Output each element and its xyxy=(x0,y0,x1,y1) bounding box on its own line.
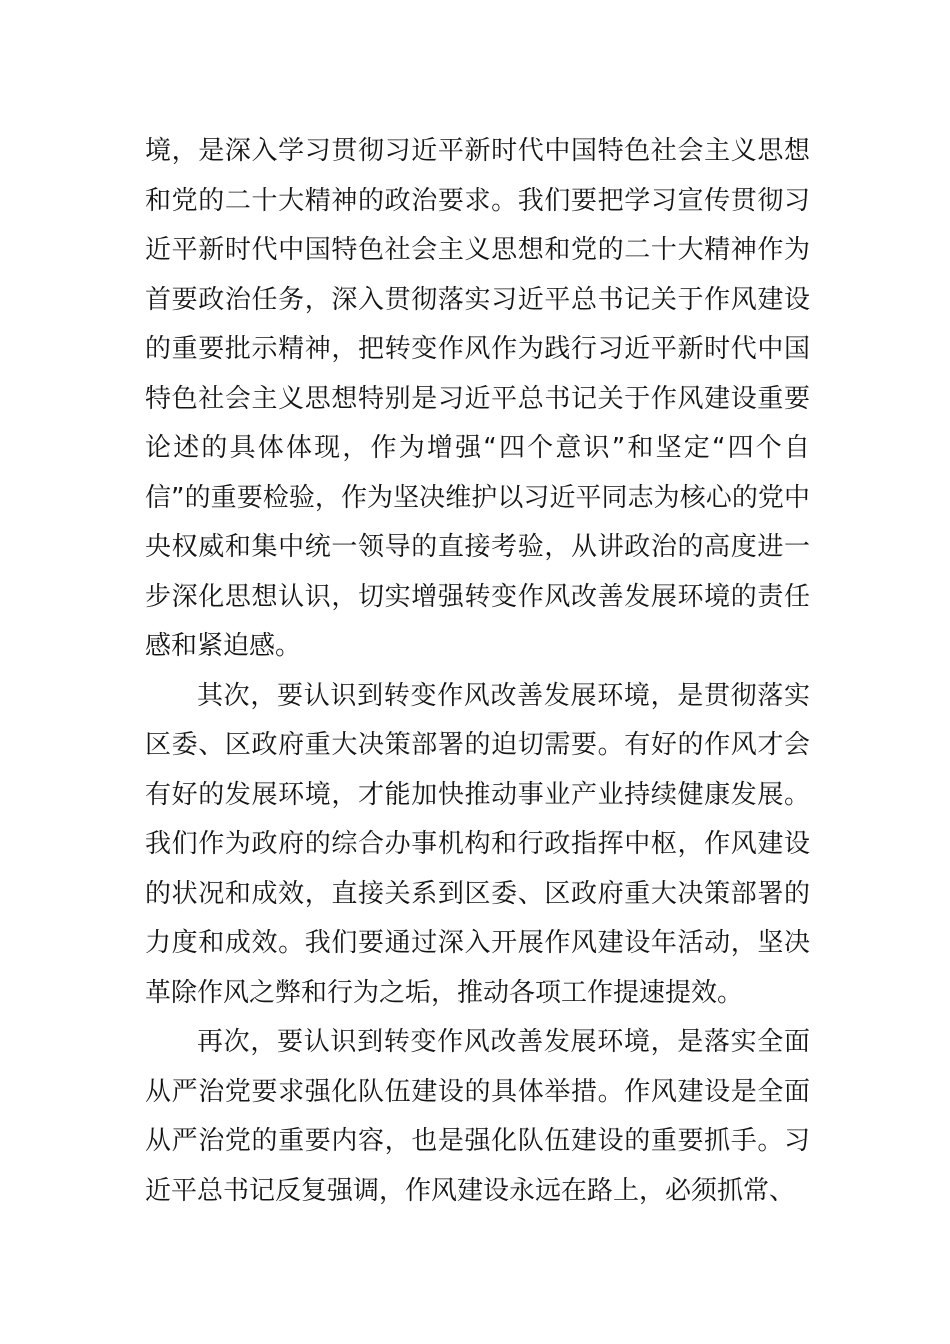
paragraph-third-point: 再次，要认识到转变作风改善发展环境，是落实全面从严治党要求强化队伍建设的具体举措。作风建设是全面从严治党的重要内容，也是强化队伍建设的重要抓手。习近平总书记反复强调，作风建设永远在路上，必须抓常、 xyxy=(145,1027,810,1206)
paragraph-continuation: 境，是深入学习贯彻习近平新时代中国特色社会主义思想和党的二十大精神的政治要求。我们要把学习宣传贯彻习近平新时代中国特色社会主义思想和党的二十大精神作为首要政治任务，深入贯彻落实习近平总书记关于作风建设的重要批示精神，把转变作风作为践行习近平新时代中国特色社会主义思想特别是习近平总书记关于作风建设重要论述的具体体现，作为增强“四个意识”和坚定“四个自信”的重要检验，作为坚决维护以习近平同志为核心的党中央权威和集中统一领导的直接考验，从讲政治的高度进一步深化思想认识，切实增强转变作风改善发展环境的责任感和紧迫感。 xyxy=(145,136,810,661)
document-body xyxy=(145,127,810,1216)
paragraph-second-point: 其次，要认识到转变作风改善发展环境，是贯彻落实区委、区政府重大决策部署的迫切需要。有好的作风才会有好的发展环境，才能加快推动事业产业持续健康发展。我们作为政府的综合办事机构和行政指挥中枢，作风建设的状况和成效，直接关系到区委、区政府重大决策部署的力度和成效。我们要通过深入开展作风建设年活动，坚决革除作风之弊和行为之垢，推动各项工作提速提效。 xyxy=(145,680,810,1008)
